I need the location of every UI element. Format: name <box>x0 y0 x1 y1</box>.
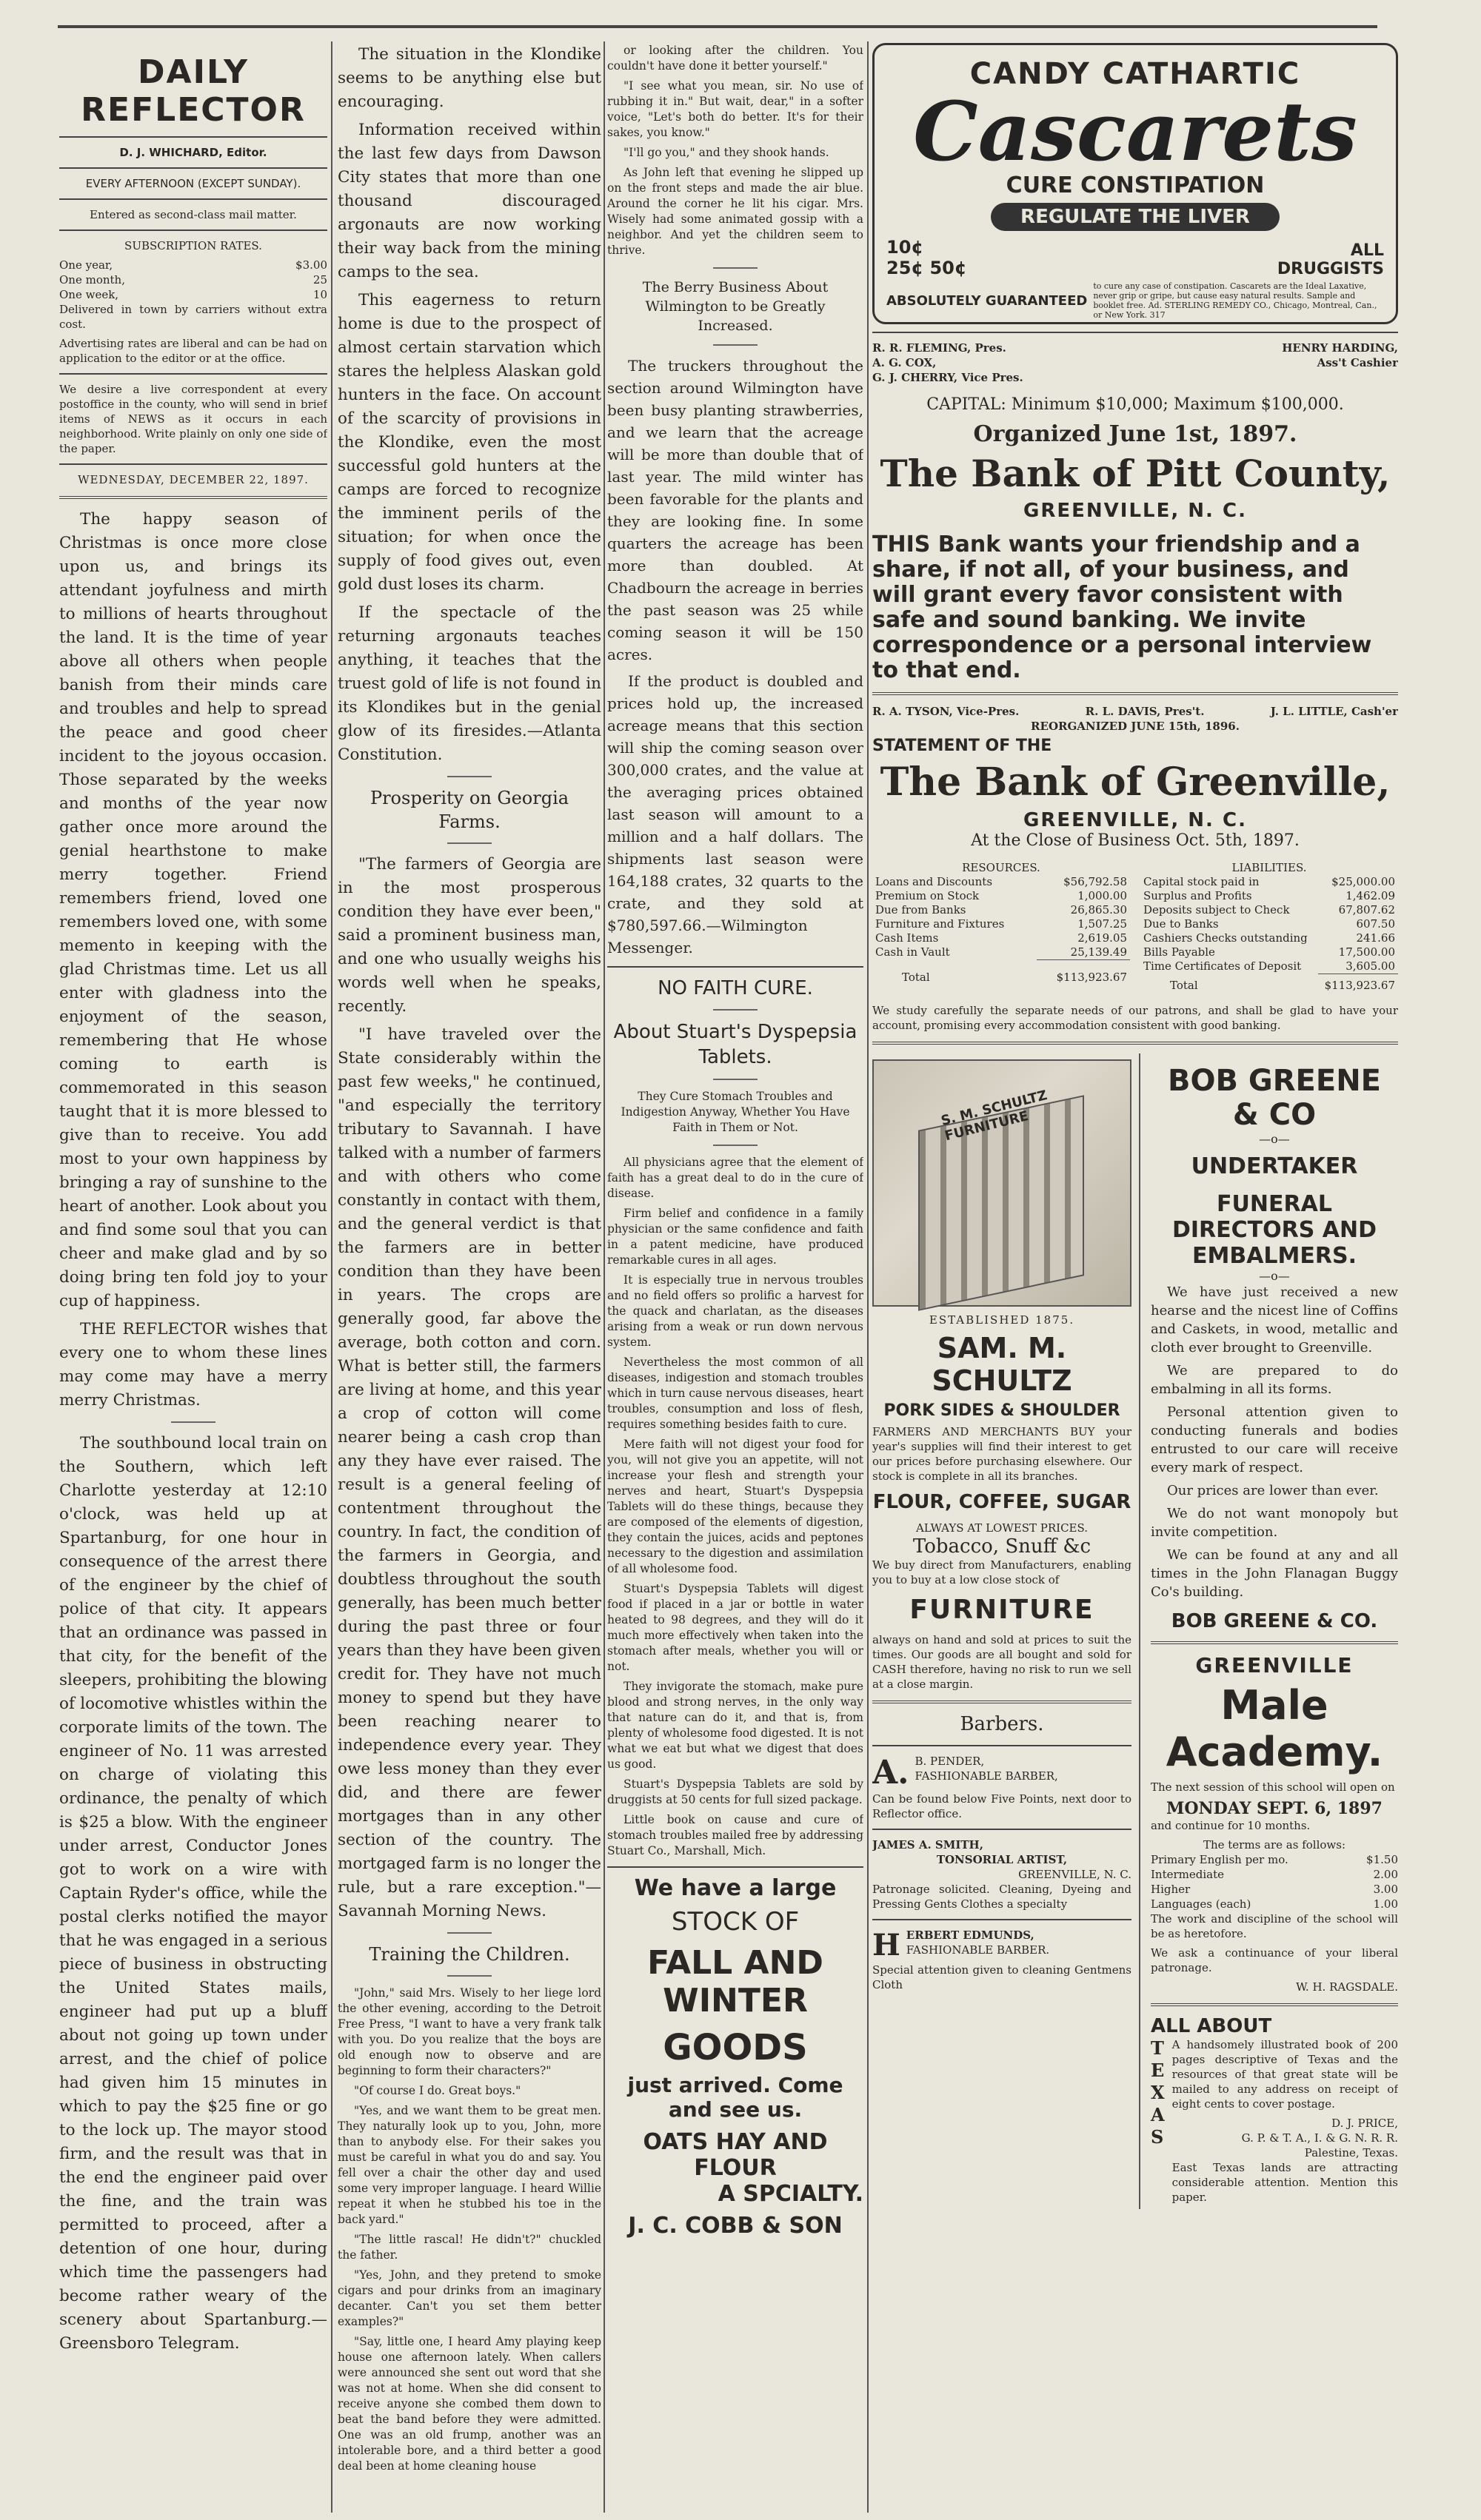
gb-ledger <box>872 860 1398 993</box>
divider <box>713 267 758 269</box>
pitt-capital: CAPITAL: Minimum $10,000; Maximum $100,000. <box>926 395 1344 414</box>
academy-title1: GREENVILLE <box>1195 1653 1354 1678</box>
ledger-total <box>1140 974 1398 993</box>
ad-paragraph: It is especially true in nervous troubles and no field offers so prolific a harvest for the quack and charlatan, as the diseases arising from a weak or run down nervous system. <box>607 1273 863 1349</box>
ledger-head: LIABILITIES. <box>1231 861 1307 874</box>
article-headline: Training the Children. <box>369 1944 570 1965</box>
column-2 <box>338 43 601 2479</box>
ledger-row <box>1140 959 1398 974</box>
ledger-label: Deposits subject to Check <box>1143 903 1290 916</box>
pender-name: B. PENDER, <box>915 1755 985 1768</box>
term-row <box>1151 1897 1398 1911</box>
ledger-value: 2,619.05 <box>1077 931 1127 945</box>
divider <box>59 373 327 375</box>
article-paragraph: "I have traveled over the State considerably within the past few weeks," he continued, "and especially the territory tributary to Savannah. I have talked with a number of farmers and with others who come constantly in contact with them, and the general verdict is that the farmers are in better condition than they have been in years. The crops are generally good, far above the average, both cotton and corn. What is better still, the farmers are living at home, and this year a crop of cotton will come nearer being a cash crop than any they have ever raised. The result is a general feeling of contentment throughout the country. In fact, the condition of the farmers in Georgia, and doubtless throughout the south generally, has been much better during the past three or four years than they have been given credit for. They have not much money to spend but they have been reaching nearer to independence every year. They owe less money than they ever did, and there are fewer mortgages than in any other section of the country. The mortgaged farm is no longer the rule, but a rare exception."—Savannah Morning News. <box>338 1025 601 1920</box>
schultz-building-illustration <box>872 1059 1131 1307</box>
ledger-label: Time Certificates of Deposit <box>1143 959 1302 974</box>
schultz-furniture: FURNITURE <box>909 1595 1094 1625</box>
texas-letter: A <box>1151 2104 1165 2125</box>
edmunds-desc: Special attention given to cleaning Gentmens Cloth <box>872 1963 1131 1991</box>
officer: J. L. LITTLE, Cash'er <box>1270 705 1398 718</box>
divider <box>447 776 492 777</box>
ledger-row <box>872 875 1130 889</box>
texas-head: ALL ABOUT <box>1151 2015 1272 2037</box>
article-paragraph: "John," said Mrs. Wisely to her liege lord the other evening, according to the Detroit Free Press, "I want to have a very frank talk with you. Do you realize that the boys are old enough now to observe and are beginning to form their characters?" <box>338 1986 601 2077</box>
officer: Ass't Cashier <box>1317 356 1398 369</box>
cascarets-prices <box>886 237 967 278</box>
schultz-flour: FLOUR, COFFEE, SUGAR <box>872 1491 1131 1513</box>
rates-title: SUBSCRIPTION RATES. <box>124 239 262 252</box>
ledger-row <box>1140 889 1398 903</box>
article-paragraph: or looking after the children. You couldn't have done it better yourself." <box>607 44 863 73</box>
edmunds-name: ERBERT EDMUNDS, <box>906 1928 1034 1942</box>
column-rule <box>604 41 605 2513</box>
smith-name: JAMES A. SMITH, <box>872 1838 983 1852</box>
officer: R. R. FLEMING, Pres. <box>872 341 1006 355</box>
rates-note: We desire a live correspondent at every postoffice in the county, who will send in brief items of NEWS as it occurs in each neighborhood. Write plainly on only one side of the paper. <box>59 383 327 455</box>
edmunds-sub: FASHIONABLE BARBER. <box>906 1943 1050 1957</box>
entered-line: Entered as second-class mail matter. <box>90 208 297 221</box>
officer-name: G. J. CHERRY, <box>872 371 958 384</box>
gb-title: The Bank of Greenville, <box>880 760 1391 805</box>
academy-title2: Male Academy. <box>1166 1682 1383 1775</box>
ledger-value: 241.66 <box>1356 931 1395 945</box>
ledger-value: 67,807.62 <box>1338 903 1395 916</box>
article-paragraph: THE REFLECTOR wishes that every one to whom these lines may come may have a merry merry Christmas. <box>59 1320 327 1410</box>
texas-desc: East Texas lands are attracting considerable attention. Mention this paper. <box>1171 2161 1398 2204</box>
article-paragraph: The southbound local train on the Southern, which left Charlotte yesterday at 12:10 o'clock, was held up at Spartanburg, for one hour in consequence of the arrest there of the engineer by the chief of police of that city. It appears that an ordinance was passed in that city, for the benefit of the sleepers, prohibiting the blowing of locomotive whistles within the corporate limits of the town. The engineer of No. 11 was arrested on charge of violating this ordinance, the penalty of which is $25 a blow. With the engineer under arrest, Conductor Jones got to work on a wire with Captain Ryder's office, while the postal clerks notified the mayor that he was engaged in a serious piece of business in obstructing the United States mails, engineer had put up a bluff about not going up town under arrest, and the chief of police had given him 15 minutes in which to pay the $25 fine or go to the lock up. The mayor stood firm, and the result was that in the end the engineer paid over the fine, and the train was permitted to proceed, after a detention of one hour, during which time the passengers had become rather weary of the scenery about Spartanburg.—Greensboro Telegram. <box>59 1434 327 2353</box>
pitt-bank-ad <box>872 341 1398 683</box>
resources-table <box>872 875 1130 985</box>
article-paragraph: The situation in the Klondike seems to be anything else but encouraging. <box>338 45 601 111</box>
texas-letters <box>1151 2037 1165 2209</box>
ledger-row <box>1140 903 1398 917</box>
schultz-name: SAM. M. SCHULTZ <box>932 1332 1072 1397</box>
divider <box>59 496 327 499</box>
article-paragraph: "The farmers of Georgia are in the most prosperous condition they have ever been," said a prominent business man, and one who usually weighs his words well when he speaks, recently. <box>338 855 601 1016</box>
guarantee: ABSOLUTELY GUARANTEED <box>886 292 1088 309</box>
druggists-label: DRUGGISTS <box>1277 260 1384 278</box>
ledger-row <box>1140 931 1398 945</box>
pitt-organized: Organized June 1st, 1897. <box>973 421 1297 447</box>
term-label: Higher <box>1151 1883 1191 1896</box>
texas-desc: A handsomely illustrated book of 200 pages descriptive of Texas and the resources of that great state will be mailed to any address on receipt of eight cents to cover postage. <box>1171 2038 1398 2111</box>
divider <box>1151 2003 1398 2006</box>
divider <box>713 1145 758 1146</box>
drop-cap: H <box>872 1928 900 1963</box>
pitt-pitch: THIS Bank wants your friendship and a share, if not all, of your business, and will grant every favor consistent with safe and sound banking. We invite correspondence or a personal interview to that end. <box>872 532 1372 683</box>
divider <box>1151 1641 1398 1644</box>
schultz-text: FARMERS AND MERCHANTS BUY your year's supplies will find their interest to get our prices before purchasing elsewhere. Our stock is complete in all its branches. <box>872 1425 1131 1483</box>
smith-city: GREENVILLE, N. C. <box>1018 1868 1131 1881</box>
pitt-officers <box>872 341 1398 385</box>
cobb-ad <box>607 1875 863 2239</box>
article-paragraph: The truckers throughout the section around Wilmington have been busy planting strawberries, and we learn that the acreage will be more than double that of last year. The mild winter has been favorable for the plants and they are looking fine. In some quarters the acreage has been more than doubled. At Chadbourn the acreage in berries the past season was 25 while coming season it will be 150 acres. <box>607 357 863 663</box>
building-sign: S. M. SCHULTZ FURNITURE <box>939 1088 1049 1145</box>
article-paragraph: If the product is doubled and prices hold up, the increased acreage means that this section will ship the coming season over 300,000 crates, and the value at the averaging prices obtained last season will amount to a million and a half dollars. The shipments last season were 164,188 crates, 32 quarts to the crate, and they sold at $780,597.66.—Wilmington Messenger. <box>607 672 863 956</box>
texas-sign: G. P. & T. A., I. & G. N. R. R. <box>1241 2131 1398 2145</box>
rate-value: $3.00 <box>295 258 327 272</box>
ad-headline: NO FAITH CURE. <box>658 977 813 999</box>
term-row <box>1151 1867 1398 1882</box>
ledger-label: Capital stock paid in <box>1143 875 1260 888</box>
article-paragraph: "Yes, John, and they pretend to smoke cigars and pour drinks from an imaginary decanter. Can't you set them better examples?" <box>338 2268 601 2328</box>
article-paragraph: "The little rascal! He didn't?" chuckled the father. <box>338 2233 601 2262</box>
ledger-label: Total <box>902 970 930 984</box>
schultz-text: We buy direct from Manufacturers, enabling you to buy at a low close stock of <box>872 1558 1131 1586</box>
rate-label: One year, <box>59 258 113 272</box>
officer-name: A. G. COX, <box>872 356 937 369</box>
ledger-label: Premium on Stock <box>875 889 980 902</box>
barbers-head: Barbers. <box>960 1713 1044 1735</box>
officer <box>872 355 1023 370</box>
divider <box>872 1700 1131 1703</box>
ledger-value: 1,462.09 <box>1345 889 1395 902</box>
ledger-label: Cash Items <box>875 931 939 945</box>
academy-sign: W. H. RAGSDALE. <box>1296 1980 1398 1994</box>
article-paragraph: The happy season of Christmas is once more close upon us, and brings its attendant joyfulness and mirth to millions of hearts throughout the land. It is the time of year above all others when people banish from their minds care and troubles and help to spread the peace and good cheer incident to the joyous occasion. Those separated by the weeks and months of the year now gather once more around the genial hearthstone to make merry together. Friend remembers friend, loved one remembers loved one, with some memento in keeping with the glad Christmas time. Let us all enter with gladness into the enjoyment of the season, remembering that He whose coming to earth is commemorated in this season taught that it is more blessed to give than to receive. You add most to your own happiness by bringing a ray of sunshine to the heart of another. Look about you and find some soul that you can cheer and make glad and by so doing bring ten fold joy to your cup of happiness. <box>59 510 327 1310</box>
pender-sub: FASHIONABLE BARBER, <box>915 1769 1058 1783</box>
ledger-row <box>872 917 1130 931</box>
greenville-bank-ad <box>872 704 1398 1033</box>
term-row <box>1151 1852 1398 1867</box>
ledger-label: Cash in Vault <box>875 945 950 959</box>
dateline: WEDNESDAY, DECEMBER 22, 1897. <box>78 473 309 486</box>
column-rule <box>331 41 332 2513</box>
ledger-head: RESOURCES. <box>962 861 1040 874</box>
ad-paragraph: All physicians agree that the element of faith has a great deal to do in the cure of disease. <box>607 1156 863 1200</box>
cobb-line: J. C. COBB & SON <box>628 2213 843 2239</box>
ledger-label: Bills Payable <box>1143 945 1215 959</box>
article-paragraph: Information received within the last few days from Dawson City states that more than one thousand discouraged argonauts are now working their way back from the mining camps to the sea. <box>338 121 601 281</box>
article-paragraph: As John left that evening he slipped up on the front steps and made the air blue. Around the corner he lit his cigar. Mrs. Wisely had some animated gossip with a neighbor. And yet the children seem to thrive. <box>607 166 863 257</box>
drop-cap: A. <box>872 1754 909 1792</box>
greene-text: We can be found at any and all times in the John Flanagan Buggy Co's building. <box>1151 1547 1398 1600</box>
ad-paragraph: Stuart's Dyspepsia Tablets are sold by druggists at 50 cents for full sized package. <box>607 1777 863 1806</box>
cascarets-ad <box>872 43 1398 324</box>
divider <box>872 1829 1131 1830</box>
schultz-tobacco: Tobacco, Snuff &c <box>912 1535 1091 1558</box>
ledger-label: Surplus and Profits <box>1143 889 1252 902</box>
greene-title: BOB GREENE & CO <box>1168 1064 1381 1132</box>
officer: R. L. DAVIS, Pres't. <box>1085 705 1205 718</box>
ad-paragraph: Stuart's Dyspepsia Tablets will digest food if placed in a jar or bottle in water heated to 98 degrees, and they will do it much more effectively when taken into the stomach after meals, whether you will or not. <box>607 1582 863 1673</box>
officer: R. A. TYSON, Vice-Pres. <box>872 705 1020 718</box>
texas-letter: E <box>1151 2060 1165 2081</box>
rate-row <box>59 258 327 272</box>
edmunds-ad <box>872 1928 1131 1963</box>
ad-paragraph: Mere faith will not digest your food for you, will not give you an appetite, will not increase your flesh and strength your nerves and heart, Stuart's Dyspepsia Tablets will do these things, because they are composed of the elements of digestion, they contain the juices, acids and peptones necessary to the digestion and assimilation of all wholesome food. <box>607 1438 863 1575</box>
term-label: Primary English per mo. <box>1151 1853 1288 1866</box>
cobb-line: STOCK OF <box>671 1907 800 1937</box>
ledger-row <box>1140 917 1398 931</box>
academy-text: We ask a continuance of your liberal patronage. <box>1151 1946 1398 1974</box>
ad-paragraph: Nevertheless the most common of all diseases, indigestion and stomach troubles which in turn cause nervous diseases, heart troubles, consumption and loss of flesh, requires something besides faith to cure. <box>607 1355 863 1431</box>
divider <box>872 332 1398 333</box>
ledger-total <box>872 960 1130 985</box>
divider <box>872 1042 1398 1045</box>
pender-text <box>915 1754 1057 1783</box>
greene-ornament: —o— <box>1259 1132 1290 1146</box>
divider <box>59 463 327 465</box>
gb-officers <box>872 704 1398 719</box>
greene-text: We do not want monopoly but invite competition. <box>1151 1506 1398 1540</box>
column-4 <box>872 43 1398 2209</box>
gb-reorg: REORGANIZED JUNE 15th, 1896. <box>1031 720 1240 733</box>
gb-statement: STATEMENT OF THE <box>872 737 1052 755</box>
liabilities-table <box>1140 875 1398 993</box>
article-paragraph: "I see what you mean, sir. No use of rubbing it in." But wait, dear," in a softer voice, "Let's both do better. It's for their sakes, you know." <box>607 79 863 139</box>
ledger-value: 1,507.25 <box>1077 917 1127 931</box>
ledger-row <box>872 889 1130 903</box>
pender-ad <box>872 1754 1131 1792</box>
divider <box>59 229 327 231</box>
divider <box>713 1009 758 1011</box>
term-label: Intermediate <box>1151 1868 1225 1881</box>
ledger-label: Due from Banks <box>875 903 966 916</box>
greene-footer: BOB GREENE & CO. <box>1171 1610 1378 1632</box>
edmunds-text <box>906 1928 1049 1957</box>
masthead: DAILY REFLECTOR <box>81 53 306 129</box>
cobb-line: FALL AND WINTER <box>647 1944 823 2020</box>
ledger-label: Total <box>1170 978 1198 992</box>
ledger-value: 17,500.00 <box>1338 945 1395 959</box>
rate-value: 10 <box>312 288 327 301</box>
ledger-row <box>872 903 1130 917</box>
divider <box>607 966 863 968</box>
divider <box>872 1919 1131 1920</box>
divider <box>59 136 327 138</box>
ad-subhead: They Cure Stomach Troubles and Indigestion Anyway, Whether You Have Faith in Them or Not. <box>621 1090 850 1134</box>
texas-letter: X <box>1151 2082 1165 2103</box>
ledger-value: $25,000.00 <box>1331 875 1395 888</box>
ledger-row <box>872 945 1130 960</box>
greene-funeral: FUNERAL DIRECTORS AND <box>1171 1191 1377 1243</box>
smith-sub: TONSORIAL ARTIST, <box>936 1853 1068 1866</box>
academy-terms-head: The terms are as follows: <box>1203 1838 1346 1852</box>
schultz-est: ESTABLISHED 1875. <box>929 1313 1075 1327</box>
column-1 <box>59 43 327 2360</box>
schultz-text: always on hand and sold at prices to suit the times. Our goods are all bought and sold for CASH therefore, having no risk to run we sell at a close margin. <box>872 1633 1131 1691</box>
article-paragraph: "Yes, and we want them to be great men. They naturally look up to you, John, more than to anybody else. For their sakes you must be careful in what you do and say. You fell over a chair the other day and used some very improper language. I heard Willie repeat it when he stubbed his toe in the back yard." <box>338 2104 601 2226</box>
guarantee-fine-print: to cure any case of constipation. Cascarets are the Ideal Laxative, never grip or gripe, but cause easy natural results. Sample and booklet free. Ad. STERLING REMEDY CO., Chicago, Montreal, Can., or New York. 317 <box>1093 281 1377 320</box>
schultz-pork: PORK SIDES & SHOULDER <box>883 1401 1120 1420</box>
pitt-officers-left <box>872 341 1023 385</box>
article-paragraph: "Say, little one, I heard Amy playing keep house one afternoon lately. When callers were announced she sent out word that she was not at home. When she did consent to receive anyone she combed them down to beat the band before they were admitted. One was an old frump, another was an intolerable bore, and a third better a good deal been at home cleaning house <box>338 2335 601 2473</box>
cobb-line: just arrived. Come and see us. <box>627 2073 843 2122</box>
divider <box>447 1932 492 1934</box>
article-paragraph: If the spectacle of the returning argonauts teaches anything, it teaches that the truest gold of life is not found in its Klondikes but in the genial glow of its firesides.—Atlanta Constitution. <box>338 603 601 764</box>
ledger-label: Furniture and Fixtures <box>875 917 1005 931</box>
article-paragraph: "I'll go you," and they shook hands. <box>624 146 829 159</box>
texas-letter: S <box>1151 2126 1164 2148</box>
academy-date: MONDAY SEPT. 6, 1897 <box>1166 1799 1383 1818</box>
divider <box>447 842 492 844</box>
greene-text: Our prices are lower than ever. <box>1167 1483 1379 1498</box>
ledger-row <box>1140 945 1398 959</box>
rate-row <box>59 272 327 287</box>
druggists-all: ALL <box>1350 241 1384 260</box>
ledger-value: $56,792.58 <box>1063 875 1127 888</box>
ledger-label: Loans and Discounts <box>875 875 993 888</box>
ledger-label: Due to Banks <box>1143 917 1219 931</box>
lower-left <box>872 1053 1140 2209</box>
article-headline: Prosperity on Georgia Farms. <box>370 788 569 832</box>
divider <box>713 1079 758 1080</box>
term-label: Languages (each) <box>1151 1897 1251 1911</box>
ledger-row <box>872 931 1130 945</box>
texas-city: Palestine, Texas. <box>1304 2146 1398 2159</box>
greene-ornament: —o— <box>1259 1269 1290 1283</box>
column-3 <box>607 43 863 2239</box>
texas-sign: D. J. PRICE, <box>1331 2117 1398 2130</box>
officer <box>872 370 1023 385</box>
greene-text: We are prepared to do embalming in all its forms. <box>1151 1363 1398 1397</box>
texas-ad <box>1151 2037 1398 2209</box>
gb-date: At the Close of Business Oct. 5th, 1897. <box>971 831 1300 850</box>
term-value: $1.50 <box>1366 1853 1398 1866</box>
divider <box>59 198 327 200</box>
schultz-always: ALWAYS AT LOWEST PRICES. <box>915 1521 1089 1535</box>
divider <box>59 167 327 169</box>
cobb-line: GOODS <box>663 2027 808 2068</box>
pitt-title: The Bank of Pitt County, <box>880 452 1391 495</box>
term-row <box>1151 1882 1398 1897</box>
price: 10¢ <box>886 237 924 258</box>
cobb-line: We have a large <box>634 1875 837 1901</box>
lower-right <box>1151 1053 1398 2209</box>
ledger-value: 26,865.30 <box>1070 903 1127 916</box>
editor-line: D. J. WHICHARD, Editor. <box>119 146 267 159</box>
divider <box>872 692 1398 695</box>
gb-resources <box>872 860 1130 993</box>
rate-value: 25 <box>312 273 327 286</box>
term-value: 3.00 <box>1373 1883 1398 1896</box>
ad-paragraph: Firm belief and confidence in a family physician or the same confidence and faith in a patent medicine, have produced remarkable cures in all ages. <box>607 1207 863 1267</box>
cascarets-banner: REGULATE THE LIVER <box>991 203 1280 231</box>
term-value: 1.00 <box>1373 1897 1398 1911</box>
ad-headline: About Stuart's Dyspepsia Tablets. <box>613 1021 857 1068</box>
cascarets-sub: CURE CONSTIPATION <box>1006 172 1265 198</box>
gb-note: We study carefully the separate needs of our patrons, and shall be glad to have your account, promising every accommodation consistent with good banking. <box>872 1004 1398 1032</box>
ledger-label: Cashiers Checks outstanding <box>1143 931 1308 945</box>
cobb-line: OATS HAY AND FLOUR <box>643 2129 828 2181</box>
cascarets-druggists <box>1277 241 1384 278</box>
texas-text <box>1172 2037 1398 2209</box>
cascarets-top: CANDY CATHARTIC <box>969 57 1301 91</box>
price: 25¢ 50¢ <box>886 258 967 278</box>
greene-text: We have just received a new hearse and the nicest line of Coffins and Caskets, in wood, metallic and cloth ever brought to Greenville. <box>1151 1284 1398 1355</box>
cascarets-footer <box>886 237 1384 278</box>
cascarets-logo: Cascarets <box>913 84 1357 179</box>
ledger-value: 607.50 <box>1356 917 1395 931</box>
divider <box>713 344 758 346</box>
divider <box>872 1745 1131 1746</box>
ledger-row <box>1140 875 1398 889</box>
pender-desc: Can be found below Five Points, next door to Reflector office. <box>872 1792 1131 1820</box>
pitt-officers-right <box>1282 341 1398 385</box>
article-paragraph: This eagerness to return home is due to the prospect of almost certain starvation which stares the helpless Alaskan gold hunters in the face. On account of the scarcity of provisions in the Klondike, even the most successful gold hunters at the camps are forced to recognize the imminent perils of the situation; for when once the supply of food gives out, even gold dust loses its charm. <box>338 291 601 594</box>
rates-note: Advertising rates are liberal and can be had on application to the editor or at the office. <box>59 337 327 365</box>
subscription-rates <box>59 238 327 456</box>
smith-desc: Patronage solicited. Cleaning, Dyeing and Pressing Gents Clothes a specialty <box>872 1883 1131 1911</box>
texas-letter: T <box>1151 2037 1164 2059</box>
rate-row <box>59 287 327 302</box>
cobb-line: A SPCIALTY. <box>718 2181 863 2207</box>
academy-text: and continue for 10 months. <box>1151 1819 1311 1832</box>
ledger-value: 1,000.00 <box>1077 889 1127 902</box>
term-value: 2.00 <box>1373 1868 1398 1881</box>
column-rule <box>867 41 869 2513</box>
article-paragraph: "Of course I do. Great boys." <box>354 2084 521 2097</box>
article-headline: The Berry Business About Wilmington to be Greatly Increased. <box>642 279 829 334</box>
ledger-value: $113,923.67 <box>1037 960 1130 985</box>
officer-title: Vice Pres. <box>961 371 1023 384</box>
gb-liabilities <box>1140 860 1398 993</box>
greene-undertaker: UNDERTAKER <box>1191 1153 1358 1179</box>
ad-paragraph: They invigorate the stomach, make pure blood and strong nerves, in the only way that nature can do it, and that is, from plenty of wholesome food digested. It is not what we eat but what we digest that does us good. <box>607 1680 863 1771</box>
gb-city: GREENVILLE, N. C. <box>1023 809 1247 831</box>
cascarets-guarantee <box>886 281 1384 320</box>
greene-text: Personal attention given to conducting funerals and bodies entrusted to our care will receive every mark of respect. <box>1151 1404 1398 1475</box>
academy-terms <box>1151 1852 1398 1911</box>
lower-ads <box>872 1053 1398 2209</box>
officer: HENRY HARDING, <box>1282 341 1398 355</box>
ad-paragraph: Little book on cause and cure of stomach troubles mailed free by addressing Stuart Co., Marshall, Mich. <box>607 1813 863 1857</box>
rates-note: Delivered in town by carriers without extra cost. <box>59 303 327 331</box>
academy-text: The next session of this school will open on <box>1151 1780 1395 1794</box>
divider <box>607 1866 863 1868</box>
pitt-city: GREENVILLE, N. C. <box>1023 500 1247 522</box>
greene-embalmers: EMBALMERS. <box>1192 1243 1357 1269</box>
ledger-value: 25,139.49 <box>1070 945 1127 959</box>
divider <box>447 1975 492 1977</box>
divider <box>171 1421 215 1423</box>
ledger-value: 3,605.00 <box>1345 959 1395 973</box>
schedule-line: EVERY AFTERNOON (EXCEPT SUNDAY). <box>85 177 301 190</box>
top-rule <box>58 25 1377 28</box>
rate-label: One week, <box>59 288 119 301</box>
ledger-value: $113,923.67 <box>1318 974 1398 993</box>
academy-text: The work and discipline of the school will be as heretofore. <box>1151 1912 1398 1940</box>
rate-label: One month, <box>59 273 125 286</box>
